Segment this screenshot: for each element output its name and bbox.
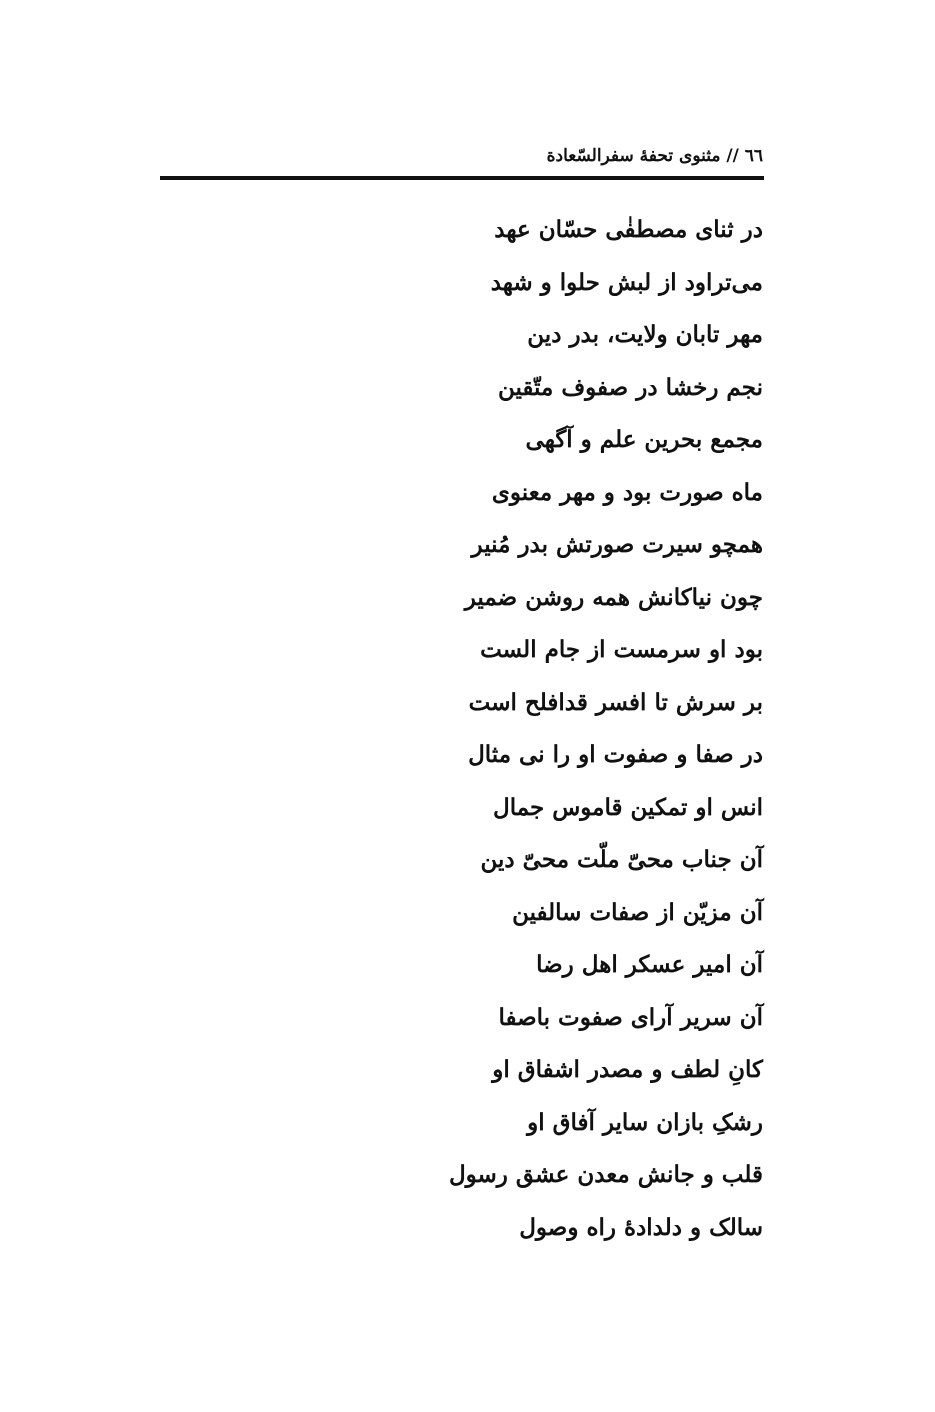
verse-line: انس او تمکین قاموس جمال xyxy=(492,793,763,821)
verse-line: رشکِ بازان سایر آفاق او xyxy=(527,1108,763,1136)
verse-line: آن مزیّن از صفات سالفین xyxy=(512,898,763,926)
verse-line: بود او سرمست از جام الست xyxy=(480,636,763,663)
verse-line: بر سرش تا افسر قدافلح است xyxy=(468,688,763,716)
verse-line: قلب و جانش معدن عشق رسول xyxy=(448,1161,763,1188)
verse-line: کانِ لطف و مصدر اشفاق او xyxy=(492,1056,763,1083)
verse-line: چون نیاکانش همه روشن ضمیر xyxy=(464,583,763,611)
verse-line: در ثنای مصطفٰی حسّان عهد xyxy=(494,216,763,243)
verse-line: ماه صورت بود و مهر معنوی xyxy=(491,478,763,506)
verse-line: مجمع بحرین علم و آگهی xyxy=(525,426,763,453)
verse-line: در صفا و صفوت او را نی مثال xyxy=(468,741,763,768)
verse-line: آن سریر آرای صفوت باصفا xyxy=(498,1003,763,1031)
verse-line: آن امیر عسکر اهل رضا xyxy=(536,951,763,978)
running-header: ٦٦ // مثنوی تحفهٔ سفرالسّعادة xyxy=(546,146,763,166)
verse-line: آن جناب محیّ ملّت محیّ دین xyxy=(480,846,763,873)
verse-line: نجم رخشا در صفوف متّقین xyxy=(497,373,763,401)
header-divider xyxy=(160,176,764,180)
verse-list xyxy=(363,210,763,1260)
verse-line: مهر تابان ولایت، بدر دین xyxy=(527,321,763,348)
verse-line: می‌تراود از لبش حلوا و شهد xyxy=(490,268,763,296)
verse-line: همچو سیرت صورتش بدر مُنیر xyxy=(471,531,763,558)
verse-line: سالک و دلدادهٔ راه وصول xyxy=(519,1213,763,1241)
